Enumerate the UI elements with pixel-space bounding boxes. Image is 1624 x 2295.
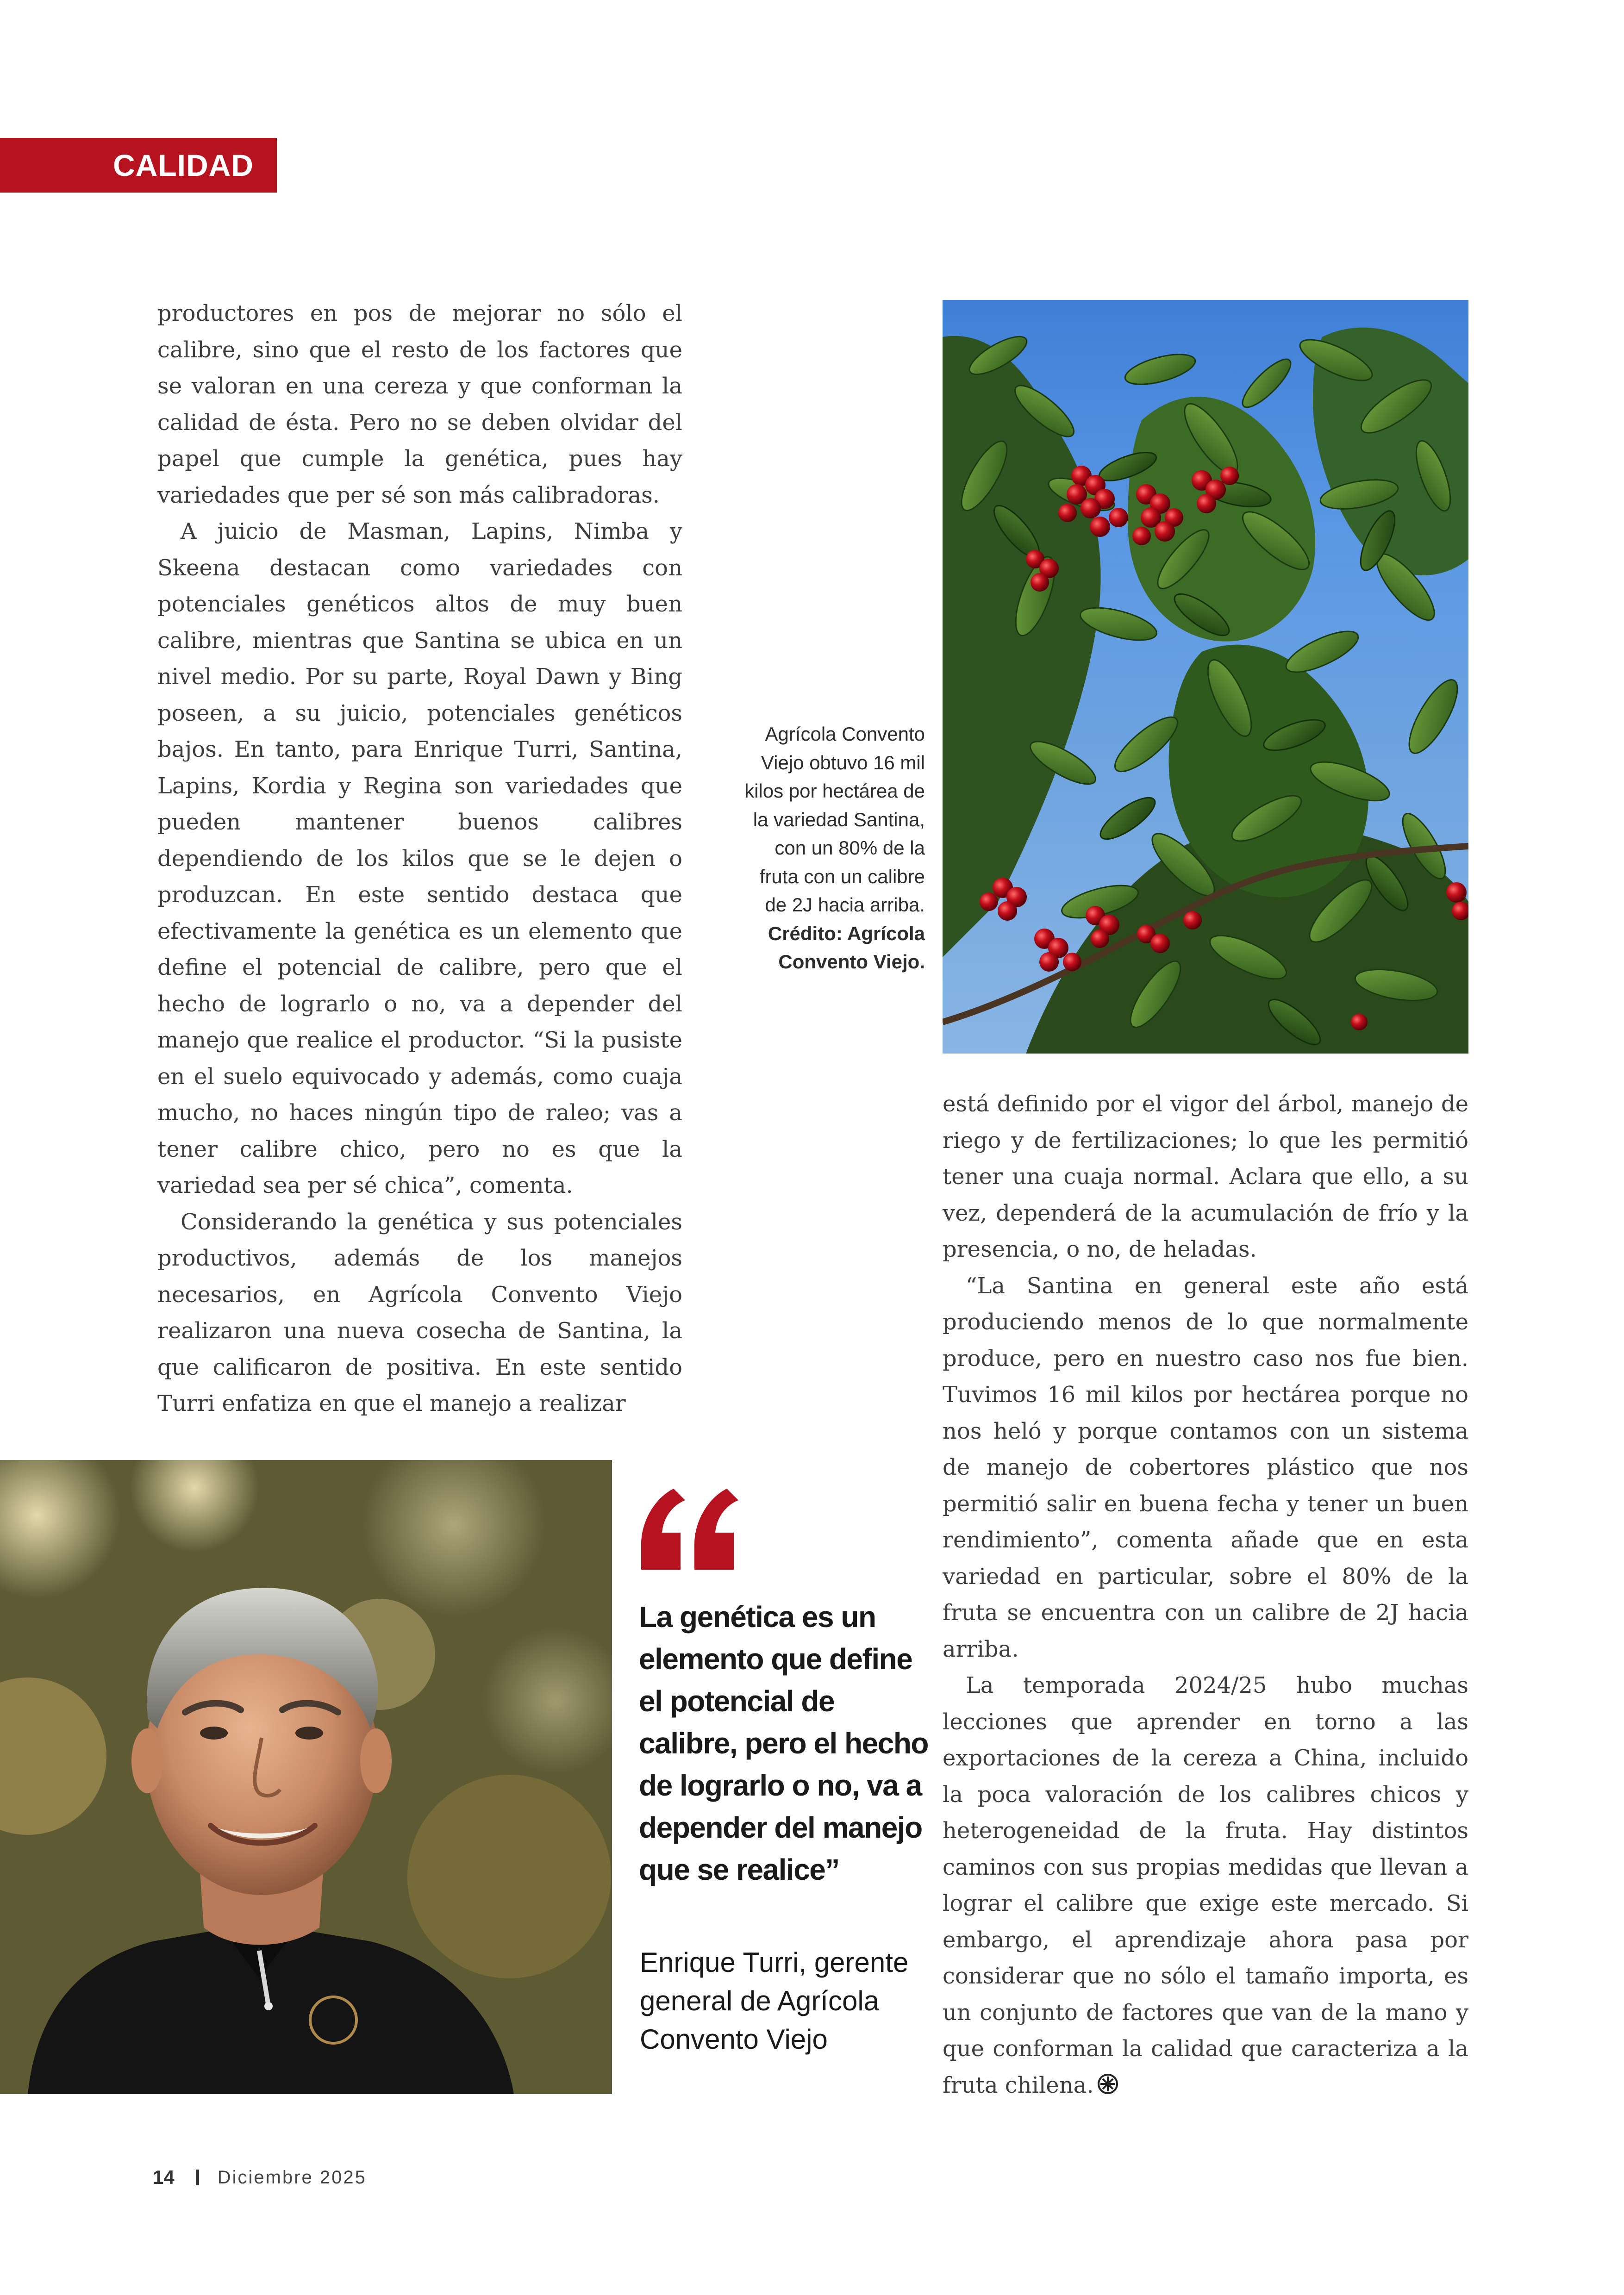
paragraph: A juicio de Masman, Lapins, Nimba y Skeena destacan como variedades con potenciales genéticos altos de muy buen calibre, mientras que Santina se ubica en un nivel medio. Por su parte, Royal Dawn y Bing poseen, a su juicio, potenciales genéticos bajos. En tanto, para Enrique Turri, Santina, Lapins, Kordia y Regina son variedades que pueden mantener buenos calibres dependiendo de los kilos que se le dejen o produzcan. En este sentido destaca que efectivamente la genética es un elemento que define el potencial de calibre, pero que el hecho de lograrlo o no, va a depender del manejo que realice el productor. “Si la pusiste en el suelo equivocado y además, como cuaja mucho, no haces ningún tipo de raleo; vas a tener calibre chico, pero no es que la variedad sea per sé chica”, comenta. bbox=[157, 518, 682, 1198]
left-column bbox=[157, 295, 682, 1422]
end-of-article-icon bbox=[1097, 2073, 1118, 2095]
paragraph: “La Santina en general este año está produciendo menos de lo que normalmente produce, pero en nuestro caso nos fue bien. Tuvimos 16 mil kilos por hectárea porque no nos heló y porque contamos con un sistema de manejo de cobertores plástico que nos permitió salir en buena fecha y tener un buen rendimiento”, comenta añade que en esta variedad en particular, sobre el 80% de la fruta se encuentra con un calibre de 2J hacia arriba. bbox=[943, 1272, 1468, 1662]
page-number: 14 bbox=[153, 2166, 175, 2188]
cherry-tree-photo bbox=[943, 300, 1468, 1054]
caption-text: Agrícola Convento Viejo obtuvo 16 mil kilos por hectárea de la variedad Santina, con un 80% de la fruta con un calibre de 2J hacia arriba. bbox=[744, 723, 925, 916]
footer-divider bbox=[196, 2170, 199, 2185]
right-column bbox=[943, 1086, 1468, 2103]
issue-date: Diciembre 2025 bbox=[217, 2167, 367, 2188]
paragraph: La temporada 2024/25 hubo muchas lecciones que aprender en torno a las exportaciones de la cereza a China, incluido la poca valoración de los calibres chicos y heterogeneidad de la fruta. Hay distintos caminos con sus propias medidas que llevan a lograr el calibre que exige este mercado. Si embargo, el aprendizaje ahora pasa por considerar que no sólo el tamaño importa, es un conjunto de factores que van de la mano y que conforman la calidad que caracteriza a la fruta chilena. bbox=[943, 1672, 1468, 2098]
paragraph: está definido por el vigor del árbol, manejo de riego y de fertilizaciones; lo que les permitió tener una cuaja normal. Aclara que ello, a su vez, dependerá de la acumulación de frío y la presencia, o no, de heladas. bbox=[943, 1091, 1468, 1262]
enrique-turri-portrait bbox=[0, 1460, 612, 2094]
paragraph: Considerando la genética y sus potenciales productivos, además de los manejos necesarios, en Agrícola Convento Viejo realizaron una nueva cosecha de Santina, la que calificaron de positiva. En este sentido Turri enfatiza en que el manejo a realizar bbox=[157, 1209, 682, 1416]
quote-mark-icon bbox=[637, 1484, 738, 1577]
photo-caption bbox=[736, 720, 925, 976]
caption-credit: Crédito: Agrícola Convento Viejo. bbox=[768, 922, 925, 973]
section-label: CALIDAD bbox=[0, 138, 277, 193]
paragraph: productores en pos de mejorar no sólo el calibre, sino que el resto de los factores que se valoran en una cereza y que conforman la calidad de ésta. Pero no se deben olvidar del papel que cumple la genética, pues hay variedades que per sé son más calibradoras. bbox=[157, 300, 682, 508]
pull-quote-author: Enrique Turri, gerente general de Agrícola Convento Viejo bbox=[640, 1947, 909, 2055]
pull-quote-text: La genética es un elemento que define el potencial de calibre, pero el hecho de lograrlo o no, va a depender del manejo que se realice” bbox=[639, 1600, 928, 1886]
page-footer bbox=[153, 2166, 367, 2189]
